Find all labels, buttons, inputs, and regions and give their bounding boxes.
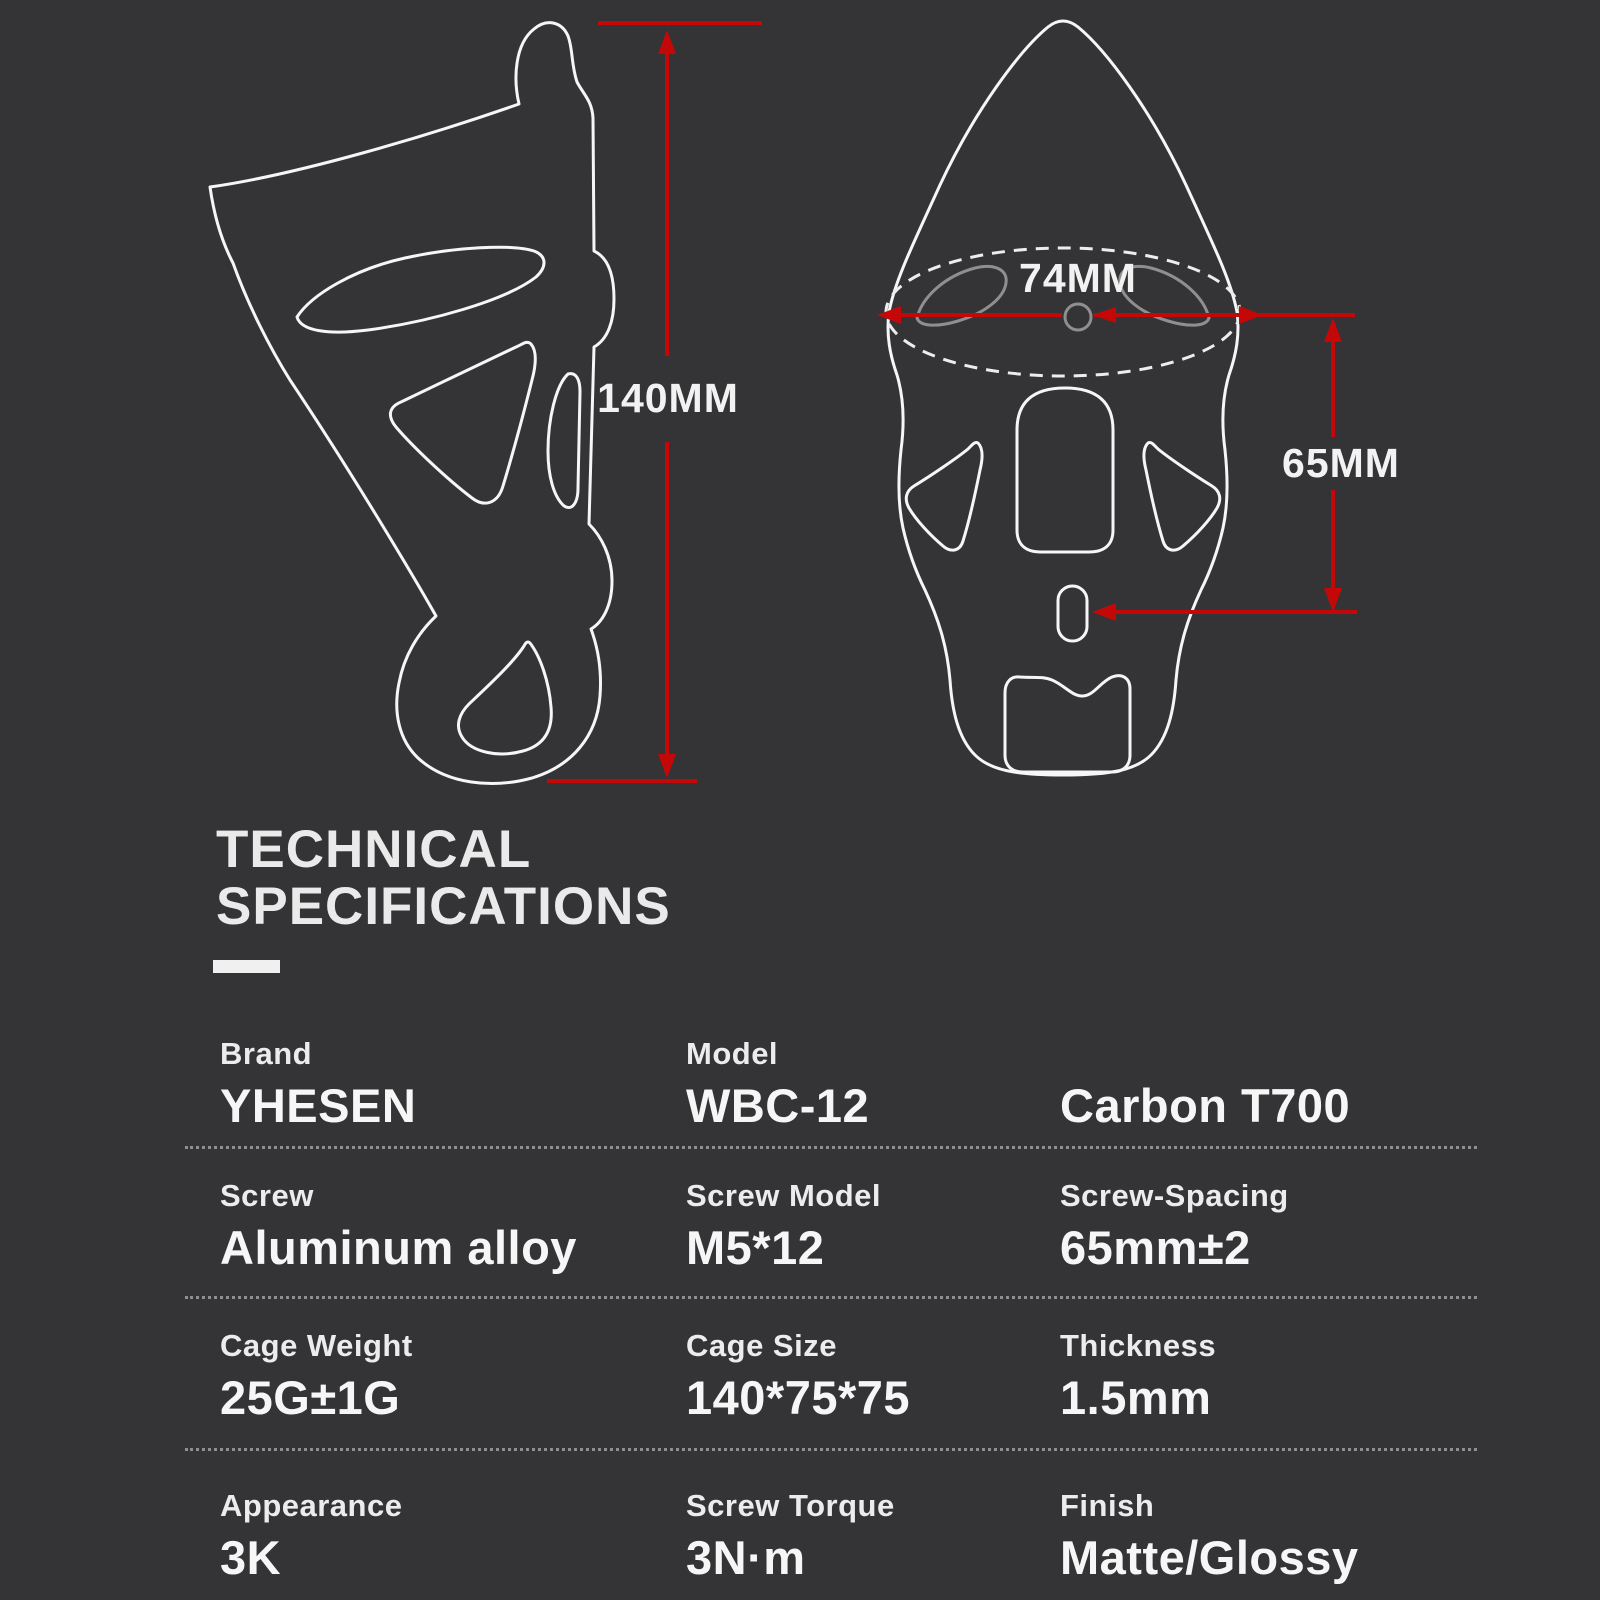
- spec-row-3: [0, 1328, 1600, 1448]
- front-view-screw-slot: [1058, 586, 1087, 641]
- spec-cell-finish: [1060, 1488, 1490, 1585]
- spec-value: YHESEN: [220, 1079, 417, 1132]
- dimension-label-65mm: 65MM: [1282, 440, 1400, 486]
- spec-cell-material: [1060, 1036, 1490, 1133]
- arrow-down-icon: [1324, 588, 1342, 612]
- row-separator: [185, 1296, 1477, 1299]
- spec-cell-screw-torque: [686, 1488, 1036, 1585]
- arrow-left-icon: [1092, 603, 1116, 621]
- side-view-upper-cutout: [297, 247, 544, 332]
- spec-label: Screw Torque: [686, 1488, 895, 1523]
- spec-row-4: [0, 1488, 1600, 1600]
- arrow-up-icon: [658, 30, 676, 54]
- spec-label: Cage Weight: [220, 1328, 413, 1363]
- spec-value: 140*75*75: [686, 1371, 911, 1424]
- side-view-triangle-cutout: [390, 342, 535, 503]
- spec-value: 3N·m: [686, 1531, 806, 1584]
- row-separator: [185, 1146, 1477, 1149]
- spec-value: 65mm±2: [1060, 1221, 1251, 1274]
- arrow-up-icon: [1324, 318, 1342, 342]
- spec-value: Carbon T700: [1060, 1079, 1351, 1132]
- spec-row-2: [0, 1178, 1600, 1298]
- spec-cell-cage-size: [686, 1328, 1036, 1425]
- title-underline-bar: [213, 960, 280, 973]
- front-view-outline: [888, 21, 1238, 775]
- spec-label: Brand: [220, 1036, 313, 1071]
- spec-value: Matte/Glossy: [1060, 1531, 1359, 1584]
- spec-label: Appearance: [220, 1488, 403, 1523]
- front-view-top-center-cutout: [1017, 388, 1113, 552]
- spec-label: Screw Model: [686, 1178, 881, 1213]
- spec-cell-appearance: [220, 1488, 660, 1585]
- spec-value: WBC-12: [686, 1079, 870, 1132]
- spec-label: [1060, 1036, 1490, 1078]
- spec-cell-model: [686, 1036, 1036, 1133]
- front-view-dimension-74mm: [877, 255, 1355, 330]
- spec-cell-cage-weight: [220, 1328, 660, 1425]
- dimension-label-74mm: 74MM: [1019, 255, 1137, 301]
- spec-cell-screw: [220, 1178, 660, 1275]
- spec-value: 3K: [220, 1531, 282, 1584]
- spec-cell-thickness: [1060, 1328, 1490, 1425]
- spec-value: M5*12: [686, 1221, 825, 1274]
- spec-label: Cage Size: [686, 1328, 837, 1363]
- side-view-sliver-cutout: [548, 374, 580, 508]
- spec-value: Aluminum alloy: [220, 1221, 577, 1274]
- arrow-down-icon: [658, 754, 676, 778]
- spec-value: 1.5mm: [1060, 1371, 1212, 1424]
- spec-cell-screw-model: [686, 1178, 1036, 1275]
- spec-label: Thickness: [1060, 1328, 1217, 1363]
- side-view-hook-cutout: [458, 642, 551, 754]
- spec-label: Screw-Spacing: [1060, 1178, 1289, 1213]
- arrow-right-icon: [1239, 306, 1263, 324]
- front-view-right-triangle-cutout: [1144, 442, 1220, 550]
- spec-row-1: [0, 1036, 1600, 1156]
- row-separator: [185, 1448, 1477, 1451]
- dimension-label-140mm: 140MM: [597, 375, 739, 421]
- spec-label: Screw: [220, 1178, 314, 1213]
- front-view-drawing: [886, 21, 1240, 775]
- spec-label: Finish: [1060, 1488, 1155, 1523]
- front-view-dimension-65mm: [1092, 318, 1400, 621]
- spec-cell-brand: [220, 1036, 660, 1133]
- arrow-left-small-icon: [1092, 307, 1116, 323]
- section-title-line1: TECHNICAL: [216, 820, 532, 879]
- section-title-line2: SPECIFICATIONS: [216, 876, 671, 936]
- front-view-bottom-cutout: [1005, 676, 1130, 772]
- front-view-bolt-hole: [1065, 304, 1091, 330]
- side-view-drawing: [210, 23, 614, 784]
- section-title: [216, 822, 671, 935]
- spec-value: 25G±1G: [220, 1371, 401, 1424]
- spec-label: Model: [686, 1036, 779, 1071]
- spec-cell-screw-spacing: [1060, 1178, 1490, 1275]
- front-view-left-triangle-cutout: [906, 442, 982, 550]
